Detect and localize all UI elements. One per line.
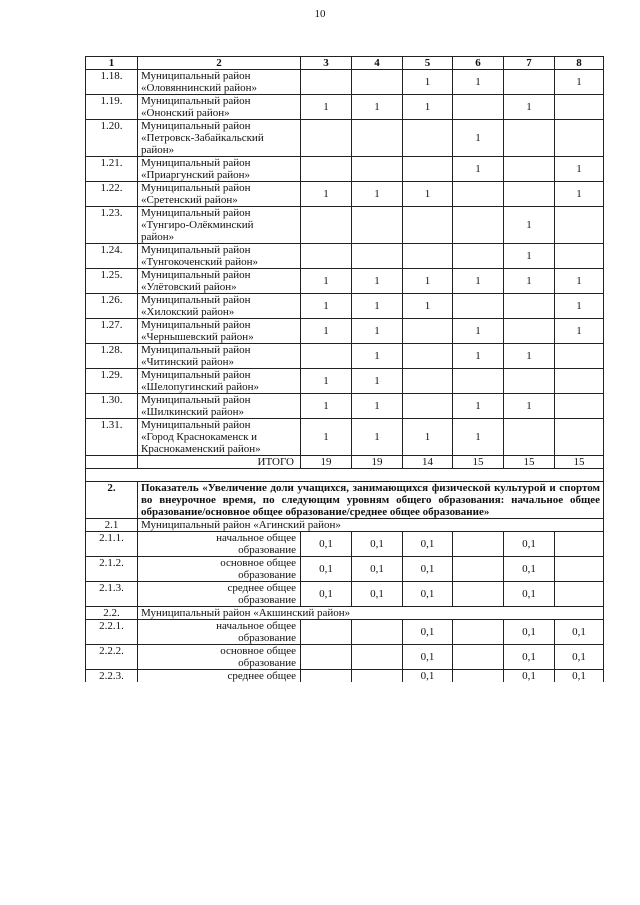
education-level-line: начальное общее: [216, 532, 296, 544]
value-cell: 0,1: [504, 557, 555, 582]
row-number: 1.31.: [86, 419, 138, 456]
row-number: 2.2.3.: [86, 670, 138, 683]
table-row: [86, 532, 604, 557]
value-cell: [504, 70, 555, 95]
education-level-line: образование: [238, 544, 296, 556]
district-name: [138, 269, 301, 294]
education-level-line: среднее общее: [227, 670, 296, 682]
row-number: 1.27.: [86, 319, 138, 344]
district-row: [86, 607, 604, 620]
district-name-line: Муниципальный район: [141, 319, 251, 331]
row-number: 1.21.: [86, 157, 138, 182]
value-cell: [453, 294, 504, 319]
row-number: 1.24.: [86, 244, 138, 269]
value-cell: 1: [453, 269, 504, 294]
district-name-line: Муниципальный район: [141, 182, 251, 194]
value-cell: 0,1: [504, 670, 555, 683]
value-cell: [555, 557, 604, 582]
table-row: [86, 344, 604, 369]
row-number: 1.26.: [86, 294, 138, 319]
row-number: 1.28.: [86, 344, 138, 369]
section-number: 2.: [86, 482, 138, 519]
district-name-line: Муниципальный район: [141, 95, 251, 107]
value-cell: 1: [504, 244, 555, 269]
district-name: [138, 394, 301, 419]
value-cell: 1: [403, 269, 453, 294]
value-cell: 1: [453, 319, 504, 344]
table-row: [86, 157, 604, 182]
district-name-line: «Ононский район»: [141, 107, 230, 119]
value-cell: 0,1: [352, 532, 403, 557]
row-number: 2.1.2.: [86, 557, 138, 582]
value-cell: 0,1: [403, 582, 453, 607]
district-name-line: Муниципальный район: [141, 294, 251, 306]
row-number: 2.2.1.: [86, 620, 138, 645]
value-cell: 1: [352, 269, 403, 294]
table-row: [86, 582, 604, 607]
value-cell: 0,1: [301, 582, 352, 607]
value-cell: [352, 157, 403, 182]
district-name-line: Краснокаменский район»: [141, 443, 261, 455]
district-name: [138, 319, 301, 344]
district-name-line: Муниципальный район: [141, 120, 251, 132]
table-row: [86, 369, 604, 394]
value-cell: [555, 394, 604, 419]
total-value: 15: [504, 456, 555, 469]
value-cell: [352, 670, 403, 683]
value-cell: [555, 95, 604, 120]
district-name-line: «Шелопугинский район»: [141, 381, 260, 393]
education-level: [138, 670, 301, 683]
row-number: 1.23.: [86, 207, 138, 244]
value-cell: [301, 207, 352, 244]
value-cell: [555, 369, 604, 394]
value-cell: 0,1: [403, 620, 453, 645]
value-cell: [352, 645, 403, 670]
education-level-line: образование: [238, 569, 296, 581]
table-row: [86, 95, 604, 120]
table-row: [86, 182, 604, 207]
value-cell: [453, 557, 504, 582]
district-name-line: Муниципальный район: [141, 269, 251, 281]
district-name-line: «Тунгиро-Олёкминский: [141, 219, 254, 231]
district-name-line: «Сретенский район»: [141, 194, 238, 206]
district-row: [86, 519, 604, 532]
value-cell: 1: [352, 294, 403, 319]
district-name-line: «Город Краснокаменск и: [141, 431, 258, 443]
value-cell: 0,1: [352, 557, 403, 582]
district-name-line: Муниципальный район: [141, 244, 251, 256]
value-cell: [352, 207, 403, 244]
district-name: [138, 95, 301, 120]
value-cell: 1: [453, 344, 504, 369]
row-number: 1.25.: [86, 269, 138, 294]
value-cell: 0,1: [403, 557, 453, 582]
value-cell: 1: [301, 319, 352, 344]
value-cell: 0,1: [301, 532, 352, 557]
education-level-line: среднее общее: [227, 582, 296, 594]
value-cell: 1: [555, 157, 604, 182]
value-cell: [301, 645, 352, 670]
column-header: 4: [352, 57, 403, 70]
value-cell: 1: [352, 182, 403, 207]
district-name-line: «Приаргунский район»: [141, 169, 251, 181]
spacer-cell: [86, 469, 604, 482]
value-cell: 0,1: [555, 670, 604, 683]
table-row: [86, 319, 604, 344]
district-name-line: Муниципальный район: [141, 394, 251, 406]
value-cell: [453, 532, 504, 557]
value-cell: 0,1: [504, 582, 555, 607]
value-cell: [301, 344, 352, 369]
value-cell: 1: [453, 70, 504, 95]
district-name-line: «Хилокский район»: [141, 306, 235, 318]
table-row: [86, 294, 604, 319]
value-cell: [555, 207, 604, 244]
value-cell: 0,1: [555, 645, 604, 670]
value-cell: 0,1: [403, 670, 453, 683]
value-cell: [453, 182, 504, 207]
value-cell: [504, 157, 555, 182]
value-cell: [504, 182, 555, 207]
value-cell: 1: [504, 394, 555, 419]
value-cell: 0,1: [301, 557, 352, 582]
value-cell: [555, 532, 604, 557]
value-cell: 1: [352, 369, 403, 394]
value-cell: [301, 70, 352, 95]
value-cell: 1: [555, 70, 604, 95]
table-row: [86, 70, 604, 95]
value-cell: 1: [453, 419, 504, 456]
total-value: 19: [301, 456, 352, 469]
value-cell: [504, 369, 555, 394]
value-cell: [352, 120, 403, 157]
value-cell: [352, 70, 403, 95]
spacer-row: [86, 469, 604, 482]
value-cell: 1: [453, 394, 504, 419]
value-cell: [352, 620, 403, 645]
value-cell: [403, 344, 453, 369]
value-cell: 1: [403, 70, 453, 95]
district-name: [138, 70, 301, 95]
row-number: 2.1.3.: [86, 582, 138, 607]
value-cell: [453, 582, 504, 607]
table-row: [86, 207, 604, 244]
total-row: [86, 456, 604, 469]
district-name-line: Муниципальный район: [141, 369, 251, 381]
value-cell: 1: [504, 95, 555, 120]
table-row: [86, 645, 604, 670]
table-row: [86, 394, 604, 419]
district-number: 2.2.: [86, 607, 138, 620]
value-cell: 1: [301, 294, 352, 319]
value-cell: [403, 157, 453, 182]
value-cell: [453, 670, 504, 683]
section-title: Показатель «Увеличение доли учащихся, занимающихся физической культурой и спортом во внеурочное время, по следующим уровням общего образования: начальное общее образование/основное общее образование/среднее общее образование»: [138, 482, 604, 519]
total-value: 14: [403, 456, 453, 469]
value-cell: [301, 157, 352, 182]
row-number: 2.1.1.: [86, 532, 138, 557]
column-header: 8: [555, 57, 604, 70]
value-cell: [301, 244, 352, 269]
row-number: 1.30.: [86, 394, 138, 419]
row-number: 1.22.: [86, 182, 138, 207]
value-cell: [403, 207, 453, 244]
district-name-line: «Чернышевский район»: [141, 331, 254, 343]
value-cell: 1: [301, 269, 352, 294]
value-cell: 1: [453, 120, 504, 157]
value-cell: [403, 244, 453, 269]
column-header: 3: [301, 57, 352, 70]
row-number: 1.18.: [86, 70, 138, 95]
table-row: [86, 557, 604, 582]
value-cell: 1: [352, 95, 403, 120]
education-level-line: образование: [238, 657, 296, 669]
value-cell: [504, 419, 555, 456]
district-name: [138, 157, 301, 182]
district-name-line: «Оловяннинский район»: [141, 82, 257, 94]
district-name-line: «Тунгокоченский район»: [141, 256, 259, 268]
row-number: 1.20.: [86, 120, 138, 157]
value-cell: [453, 645, 504, 670]
indicator-table: [85, 56, 604, 682]
value-cell: [403, 120, 453, 157]
education-level-line: основное общее: [220, 645, 296, 657]
value-cell: 1: [352, 344, 403, 369]
value-cell: [504, 319, 555, 344]
value-cell: 1: [504, 269, 555, 294]
row-number: 1.19.: [86, 95, 138, 120]
education-level: [138, 582, 301, 607]
district-name-line: Муниципальный район: [141, 419, 251, 431]
education-level: [138, 557, 301, 582]
value-cell: 1: [301, 369, 352, 394]
district-name-line: район»: [141, 231, 175, 243]
value-cell: 0,1: [403, 532, 453, 557]
total-label: ИТОГО: [138, 456, 301, 469]
value-cell: [453, 244, 504, 269]
column-header: 2: [138, 57, 301, 70]
district-name-line: Муниципальный район: [141, 344, 251, 356]
value-cell: [453, 207, 504, 244]
value-cell: [555, 582, 604, 607]
value-cell: 1: [403, 95, 453, 120]
value-cell: [403, 394, 453, 419]
district-name-line: «Шилкинский район»: [141, 406, 244, 418]
column-header: 1: [86, 57, 138, 70]
value-cell: 0,1: [352, 582, 403, 607]
district-title: Муниципальный район «Агинский район»: [138, 519, 604, 532]
value-cell: 0,1: [504, 620, 555, 645]
value-cell: 1: [453, 157, 504, 182]
value-cell: 0,1: [555, 620, 604, 645]
education-level: [138, 645, 301, 670]
value-cell: 1: [301, 95, 352, 120]
table-row: [86, 244, 604, 269]
header-row: [86, 57, 604, 70]
value-cell: 1: [555, 182, 604, 207]
table-row: [86, 120, 604, 157]
value-cell: 1: [504, 344, 555, 369]
table-row: [86, 620, 604, 645]
value-cell: [403, 319, 453, 344]
value-cell: 1: [301, 182, 352, 207]
total-value: 15: [453, 456, 504, 469]
value-cell: [555, 120, 604, 157]
district-name: [138, 244, 301, 269]
value-cell: [453, 95, 504, 120]
value-cell: 0,1: [504, 645, 555, 670]
value-cell: 1: [352, 319, 403, 344]
district-name: [138, 207, 301, 244]
district-name: [138, 294, 301, 319]
value-cell: [352, 244, 403, 269]
education-level: [138, 532, 301, 557]
district-name: [138, 369, 301, 394]
value-cell: [555, 344, 604, 369]
district-name-line: район»: [141, 144, 175, 156]
district-name: [138, 120, 301, 157]
value-cell: 1: [301, 419, 352, 456]
education-level-line: образование: [238, 594, 296, 606]
table-row: [86, 670, 604, 683]
value-cell: 1: [301, 394, 352, 419]
district-name-line: Муниципальный район: [141, 70, 251, 82]
row-number: 1.29.: [86, 369, 138, 394]
district-name-line: Муниципальный район: [141, 157, 251, 169]
value-cell: 1: [403, 294, 453, 319]
value-cell: [555, 244, 604, 269]
district-name-line: «Улётовский район»: [141, 281, 237, 293]
table-row: [86, 269, 604, 294]
value-cell: 1: [555, 269, 604, 294]
total-number-cell: [86, 456, 138, 469]
education-level-line: образование: [238, 632, 296, 644]
value-cell: 1: [352, 394, 403, 419]
district-name: [138, 344, 301, 369]
value-cell: 1: [403, 419, 453, 456]
value-cell: 1: [555, 294, 604, 319]
total-value: 15: [555, 456, 604, 469]
column-header: 6: [453, 57, 504, 70]
table-row: [86, 419, 604, 456]
district-name: [138, 182, 301, 207]
total-value: 19: [352, 456, 403, 469]
value-cell: 0,1: [504, 532, 555, 557]
value-cell: [504, 120, 555, 157]
value-cell: [301, 620, 352, 645]
section-row: [86, 482, 604, 519]
row-number: 2.2.2.: [86, 645, 138, 670]
district-title: Муниципальный район «Акшинский район»: [138, 607, 604, 620]
education-level: [138, 620, 301, 645]
value-cell: [301, 670, 352, 683]
value-cell: 1: [352, 419, 403, 456]
education-level-line: начальное общее: [216, 620, 296, 632]
value-cell: [453, 620, 504, 645]
district-number: 2.1: [86, 519, 138, 532]
value-cell: 1: [504, 207, 555, 244]
district-name-line: Муниципальный район: [141, 207, 251, 219]
value-cell: 1: [555, 319, 604, 344]
value-cell: 1: [403, 182, 453, 207]
value-cell: [453, 369, 504, 394]
district-name-line: «Петровск-Забайкальский: [141, 132, 264, 144]
column-header: 7: [504, 57, 555, 70]
value-cell: [301, 120, 352, 157]
value-cell: [504, 294, 555, 319]
value-cell: [403, 369, 453, 394]
page-number: 10: [314, 8, 326, 20]
district-name: [138, 419, 301, 456]
district-name-line: «Читинский район»: [141, 356, 235, 368]
value-cell: [555, 419, 604, 456]
value-cell: 0,1: [403, 645, 453, 670]
education-level-line: основное общее: [220, 557, 296, 569]
column-header: 5: [403, 57, 453, 70]
